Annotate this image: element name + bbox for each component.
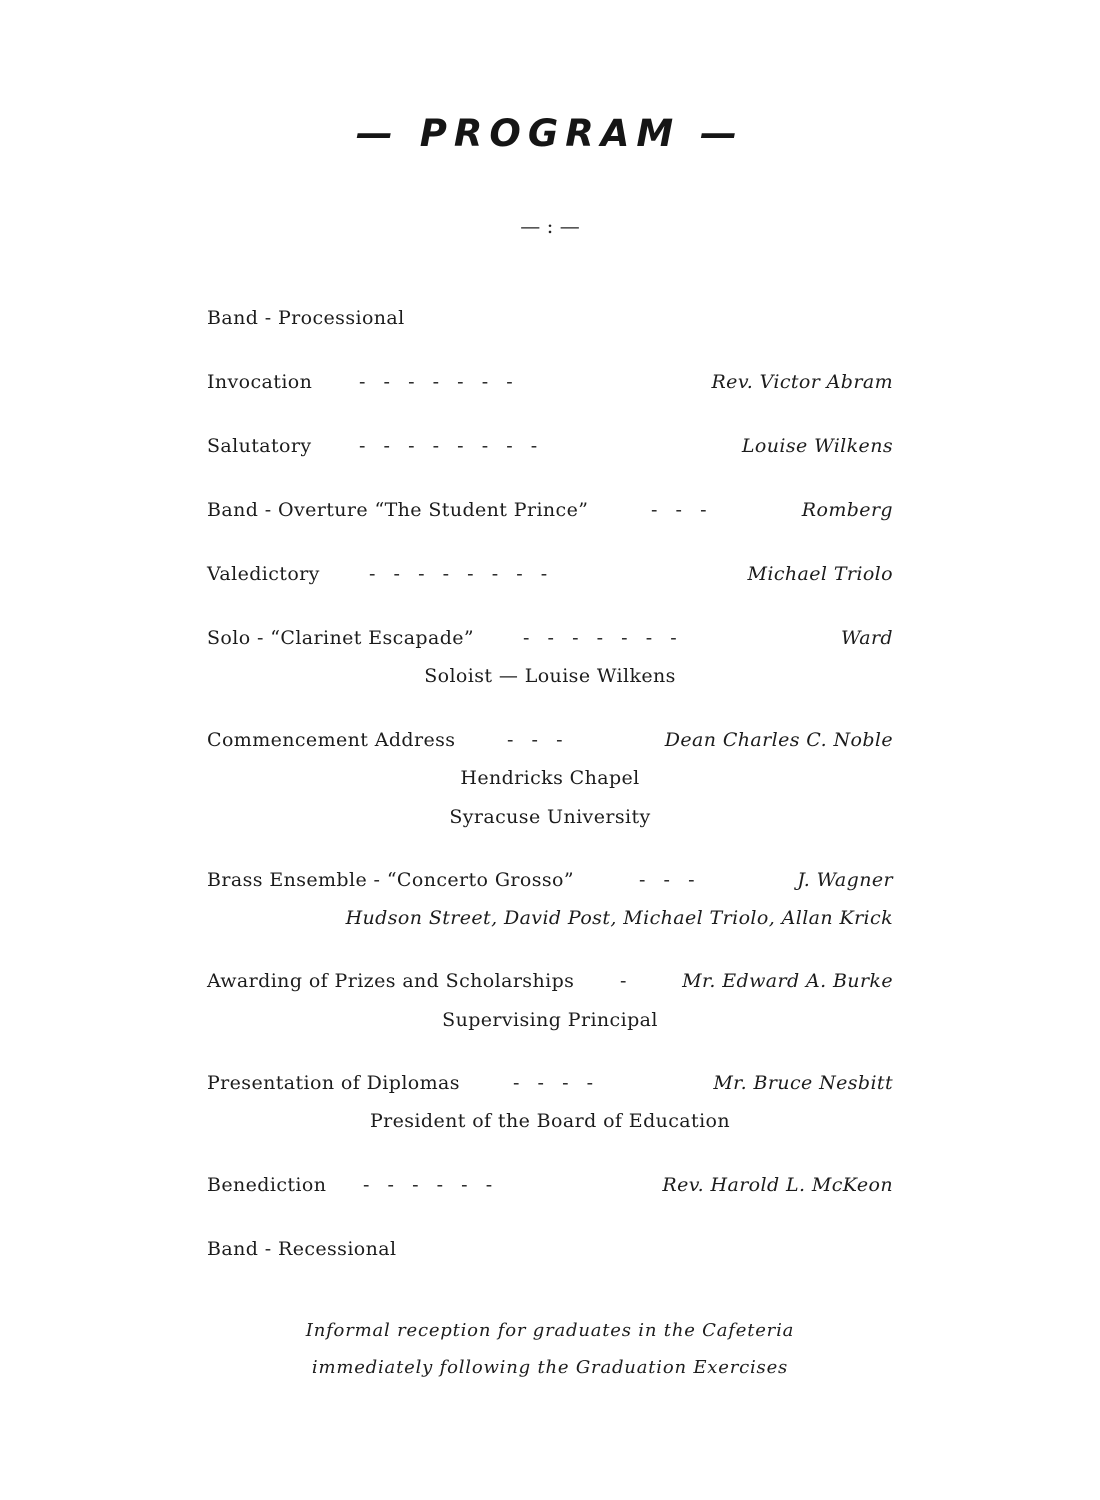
item-performer: Louise Wilkens	[741, 435, 893, 457]
program-item-benediction	[207, 1174, 893, 1202]
address-place: Hendricks Chapel	[460, 767, 640, 789]
reception-note: immediately following the Graduation Exercises	[311, 1357, 789, 1378]
program-item-solo	[207, 627, 893, 655]
item-performer: Rev. Victor Abram	[711, 371, 893, 393]
program-item-valedictory	[207, 563, 893, 591]
item-performer: Michael Triolo	[747, 563, 893, 585]
item-performer: Romberg	[801, 499, 893, 521]
dot-leader: - - - - - - - -	[369, 563, 548, 585]
item-label: Band - Recessional	[207, 1238, 397, 1260]
diplomas-title: President of the Board of Education	[369, 1110, 731, 1132]
item-performer: J. Wagner	[797, 869, 893, 891]
title-divider: — : —	[520, 214, 580, 238]
item-performer: Mr. Bruce Nesbitt	[713, 1072, 893, 1094]
dot-leader: - - -	[639, 869, 695, 891]
prizes-title: Supervising Principal	[442, 1009, 658, 1031]
item-performer: Ward	[840, 627, 893, 649]
dot-leader: - - - - - - - -	[359, 435, 538, 457]
item-label: Commencement Address	[207, 729, 456, 751]
dot-leader: -	[620, 970, 627, 992]
dot-leader: - - - - - -	[363, 1174, 493, 1196]
program-item-salutatory	[207, 435, 893, 463]
program-item-prizes	[207, 970, 893, 998]
program-item-invocation	[207, 371, 893, 399]
item-label: Presentation of Diplomas	[207, 1072, 460, 1094]
item-label: Band - Overture “The Student Prince”	[207, 499, 589, 521]
program-item-recessional	[207, 1238, 893, 1266]
item-label: Valedictory	[207, 563, 320, 585]
item-label: Salutatory	[207, 435, 312, 457]
dot-leader: - - -	[507, 729, 563, 751]
program-item-processional	[207, 307, 893, 335]
dot-leader: - - - -	[513, 1072, 594, 1094]
program-item-commencement-address	[207, 729, 893, 757]
item-label: Benediction	[207, 1174, 327, 1196]
solo-soloist: Soloist — Louise Wilkens	[424, 665, 676, 687]
address-place: Syracuse University	[449, 806, 651, 828]
program-item-overture	[207, 499, 893, 527]
page-title: — PROGRAM —	[355, 112, 745, 155]
item-label: Solo - “Clarinet Escapade”	[207, 627, 475, 649]
item-performer: Rev. Harold L. McKeon	[662, 1174, 893, 1196]
item-label: Brass Ensemble - “Concerto Grosso”	[207, 869, 574, 891]
dot-leader: - - -	[651, 499, 707, 521]
program-item-brass-ensemble	[207, 869, 893, 897]
brass-members: Hudson Street, David Post, Michael Triolo, Allan Krick	[345, 907, 893, 929]
item-label: Band - Processional	[207, 307, 405, 329]
program-item-diplomas	[207, 1072, 893, 1100]
dot-leader: - - - - - - -	[359, 371, 513, 393]
dot-leader: - - - - - - -	[523, 627, 677, 649]
item-performer: Dean Charles C. Noble	[664, 729, 893, 751]
reception-note: Informal reception for graduates in the Cafeteria	[305, 1320, 795, 1341]
item-label: Awarding of Prizes and Scholarships	[207, 970, 575, 992]
item-performer: Mr. Edward A. Burke	[682, 970, 893, 992]
item-label: Invocation	[207, 371, 313, 393]
